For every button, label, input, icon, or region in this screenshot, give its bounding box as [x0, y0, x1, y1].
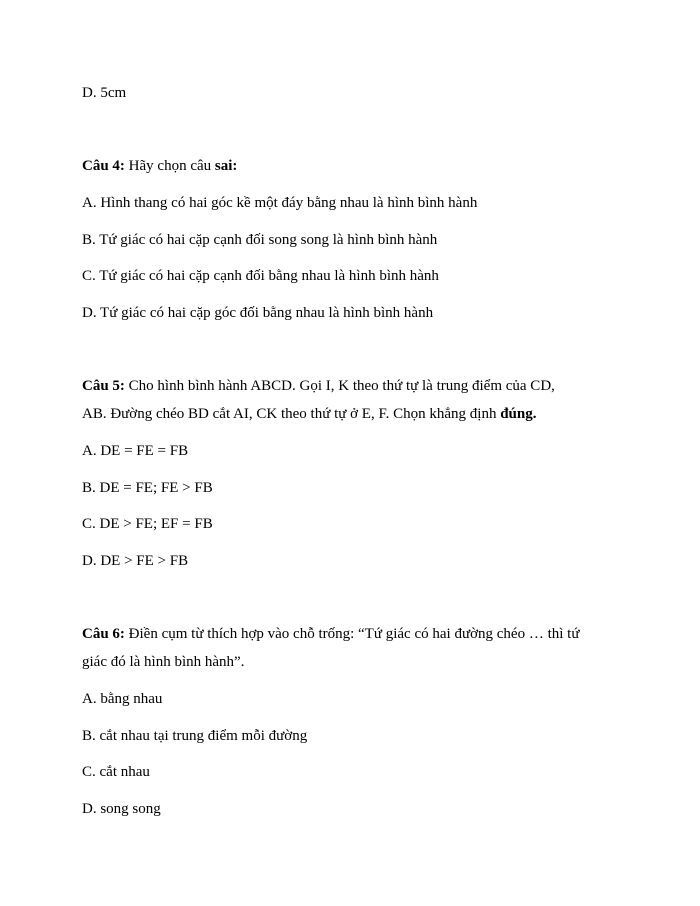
q4-option-a: A. Hình thang có hai góc kề một đáy bằng nhau là hình bình hành [82, 195, 478, 211]
q5-option-c: C. DE > FE; EF = FB [82, 516, 213, 532]
q6-label: Câu 6: [82, 626, 125, 642]
q5-emphasis: đúng. [500, 406, 537, 422]
q6-option-d: D. song song [82, 801, 161, 817]
q4-option-d: D. Tứ giác có hai cặp góc đối bằng nhau là hình bình hành [82, 305, 434, 321]
q5-label: Câu 5: [82, 378, 125, 394]
q4-question [82, 156, 237, 176]
q4-prompt-emphasis: sai: [214, 158, 238, 174]
q5-option-a: A. DE = FE = FB [82, 443, 189, 459]
q5-question-line2 [82, 404, 536, 424]
q4-label: Câu 4: [82, 158, 125, 174]
q6-text-1: Điền cụm từ thích hợp vào chỗ trống: “Tứ giác có hai đường chéo … thì tứ [124, 626, 580, 642]
q6-option-c: C. cắt nhau [82, 764, 150, 780]
q5-option-d: D. DE > FE > FB [82, 553, 189, 569]
q6-option-b: B. cắt nhau tại trung điểm mỗi đường [82, 728, 308, 744]
q4-prompt: Hãy chọn câu [124, 158, 215, 174]
q4-option-c: C. Tứ giác có hai cặp cạnh đối bằng nhau là hình bình hành [82, 268, 439, 284]
q6-option-a: A. bằng nhau [82, 691, 163, 707]
q6-question-line2: giác đó là hình bình hành”. [82, 654, 245, 670]
q6-question-line1 [82, 624, 579, 644]
q4-option-b: B. Tứ giác có hai cặp cạnh đối song song là hình bình hành [82, 232, 438, 248]
q5-option-b: B. DE = FE; FE > FB [82, 480, 213, 496]
q5-question-line1 [82, 376, 555, 396]
q5-text-2: AB. Đường chéo BD cắt AI, CK theo thứ tự ở E, F. Chọn khẳng định [82, 406, 501, 422]
q3-option-d: D. 5cm [82, 85, 127, 101]
q5-text-1: Cho hình bình hành ABCD. Gọi I, K theo thứ tự là trung điểm của CD, [124, 378, 555, 394]
